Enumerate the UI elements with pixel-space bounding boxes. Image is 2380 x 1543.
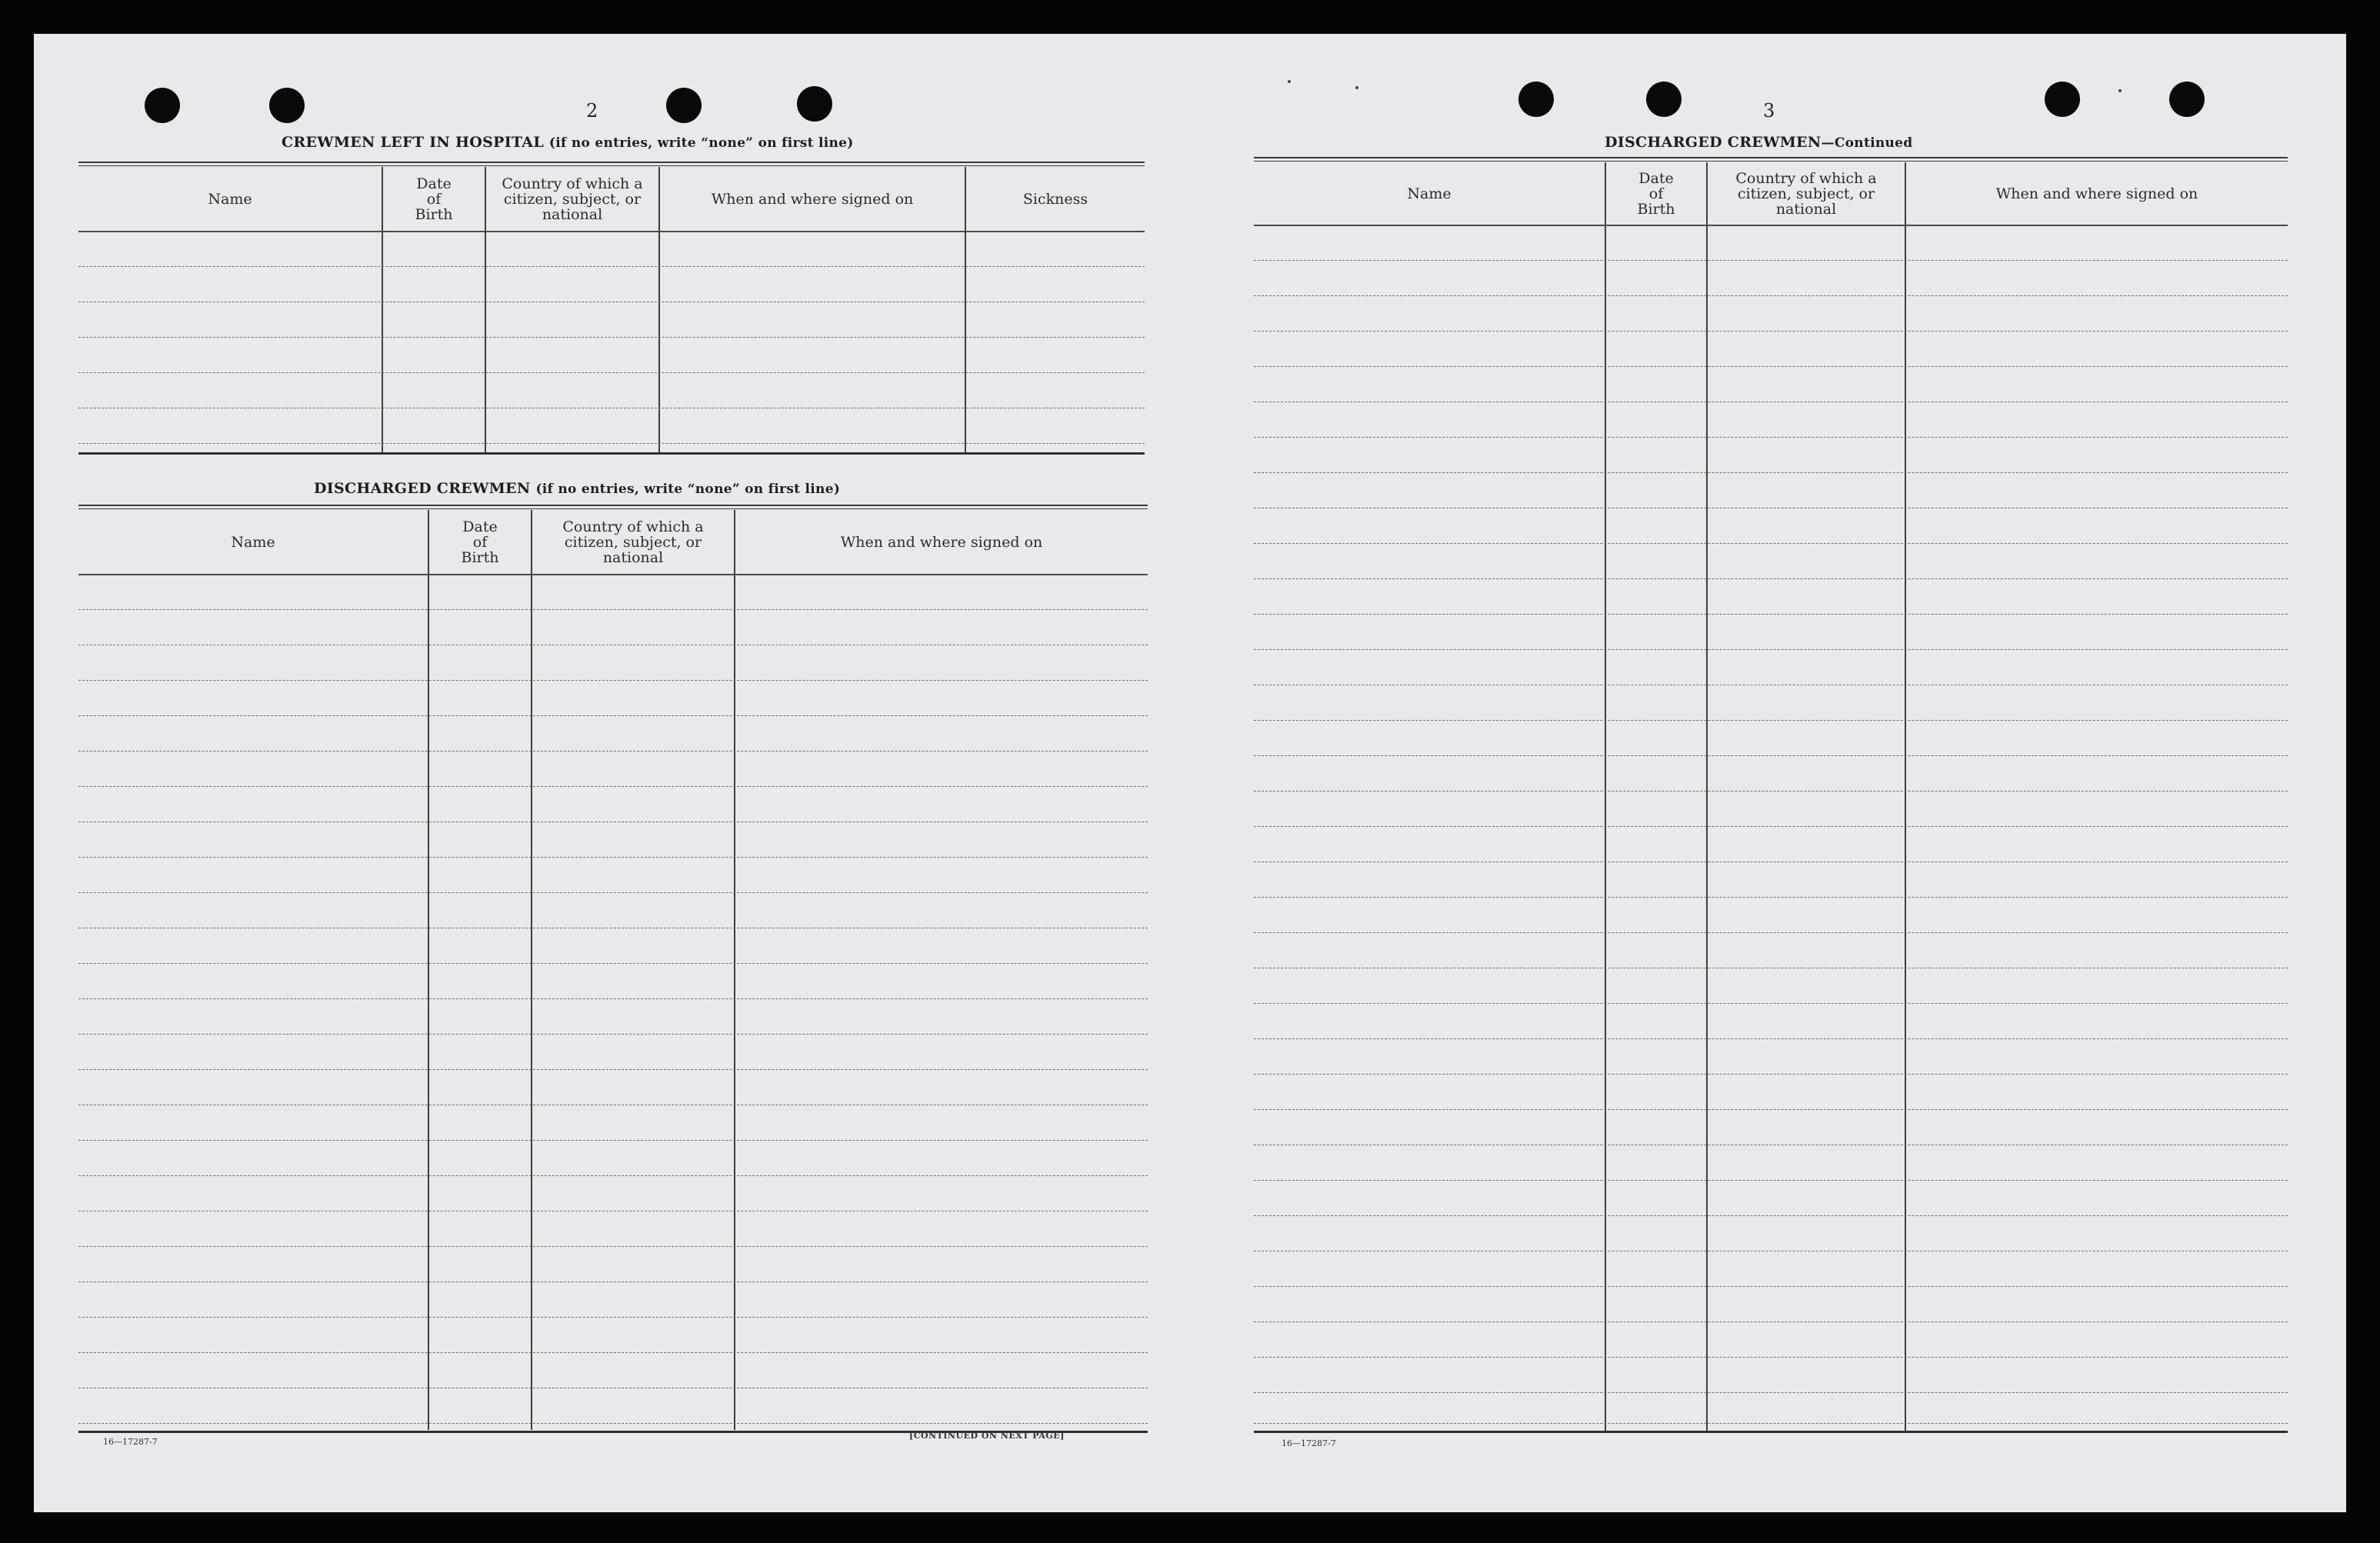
table-row[interactable] [1254,1392,2288,1393]
column-header-country: Country of which a citizen, subject, or national [562,518,704,566]
table-row[interactable] [78,1140,1148,1141]
table-row[interactable] [1254,932,2288,933]
table-row[interactable] [78,821,1148,822]
punch-hole [145,88,180,123]
form-number: 16—17287-7 [103,1437,158,1447]
discharged-continued-title [1605,134,1912,151]
column-header-signed-on: When and where signed on [1995,185,2198,202]
discharged-title-main: DISCHARGED CREWMEN [314,480,531,497]
table-row[interactable] [1254,1074,2288,1075]
table-row[interactable] [78,857,1148,858]
table-row[interactable] [1254,614,2288,615]
table-row[interactable] [1254,472,2288,473]
table-row[interactable] [1254,578,2288,579]
table-row[interactable] [1254,1215,2288,1216]
table-row[interactable] [78,715,1148,716]
punch-hole [2045,82,2080,117]
punch-hole [1518,82,1554,117]
column-header-signed-on: When and where signed on [711,191,914,208]
punch-hole [797,86,832,122]
column-header-date-of-birth: Date of Birth [415,175,453,223]
hospital-section-title [282,134,854,151]
column-header-date-of-birth: Date of Birth [461,518,499,566]
discharged-table [78,505,1148,1451]
table-row[interactable] [1254,720,2288,721]
table-row[interactable] [1254,1109,2288,1110]
table-row[interactable] [1254,1321,2288,1322]
table-row[interactable] [1254,1286,2288,1287]
table-row[interactable] [1254,437,2288,438]
table-row[interactable] [1254,861,2288,862]
column-header-date-of-birth: Date of Birth [1637,170,1675,218]
table-row[interactable] [78,1423,1148,1424]
form-number: 16—17287-7 [1282,1438,1336,1448]
table-row[interactable] [78,1175,1148,1176]
column-header-signed-on: When and where signed on [840,534,1043,551]
table-row[interactable] [78,1034,1148,1035]
table-row[interactable] [78,266,1145,267]
table-row[interactable] [1254,1038,2288,1039]
table-row[interactable] [1254,649,2288,650]
table-row[interactable] [1254,366,2288,367]
column-header-country: Country of which a citizen, subject, or national [1735,170,1877,218]
continued-note: [CONTINUED ON NEXT PAGE] [909,1431,1065,1441]
table-row[interactable] [78,1352,1148,1353]
table-row[interactable] [78,751,1148,752]
table-row[interactable] [1254,755,2288,756]
table-row[interactable] [78,1246,1148,1247]
speck-mark [2118,89,2122,92]
punch-hole [666,88,702,123]
column-header-country: Country of which a citizen, subject, or national [502,175,643,223]
table-row[interactable] [1254,260,2288,261]
punch-hole [269,88,305,123]
table-row[interactable] [78,998,1148,999]
discharged-section-title [314,480,840,497]
table-row[interactable] [1254,543,2288,544]
form-sheet [34,34,2346,1512]
hospital-title-main: CREWMEN LEFT IN HOSPITAL [282,134,544,151]
discharged-title-note: (if no entries, write “none” on first line) [535,482,841,497]
table-row[interactable] [78,609,1148,610]
punch-hole [2169,82,2205,117]
table-row[interactable] [1254,1003,2288,1004]
discharged-continued-title-note: —Continued [1821,135,1913,151]
table-row[interactable] [78,1281,1148,1282]
table-row[interactable] [78,443,1145,444]
column-header-name: Name [208,191,252,208]
speck-mark [1355,86,1358,89]
table-row[interactable] [78,372,1145,373]
table-row[interactable] [78,892,1148,893]
table-row[interactable] [78,1317,1148,1318]
table-row[interactable] [1254,1180,2288,1181]
table-row[interactable] [1254,826,2288,827]
table-row[interactable] [1254,1423,2288,1424]
page-number: 2 [586,100,598,122]
hospital-title-note: (if no entries, write “none” on first line) [548,135,854,151]
table-row[interactable] [78,337,1145,338]
column-header-name: Name [1407,185,1452,202]
table-row[interactable] [1254,1357,2288,1358]
column-header-sickness: Sickness [1022,191,1088,208]
discharged-continued-table [1254,157,2288,1465]
table-row[interactable] [1254,331,2288,332]
punch-hole [1646,82,1682,117]
page-number: 3 [1763,100,1775,122]
discharged-continued-title-main: DISCHARGED CREWMEN [1605,134,1822,151]
table-row[interactable] [78,786,1148,787]
table-row[interactable] [78,1069,1148,1070]
table-row[interactable] [1254,295,2288,296]
column-header-name: Name [231,534,275,551]
speck-mark [1288,80,1291,83]
table-row[interactable] [78,680,1148,681]
table-row[interactable] [78,963,1148,964]
hospital-table [78,162,1145,488]
table-row[interactable] [1254,897,2288,898]
